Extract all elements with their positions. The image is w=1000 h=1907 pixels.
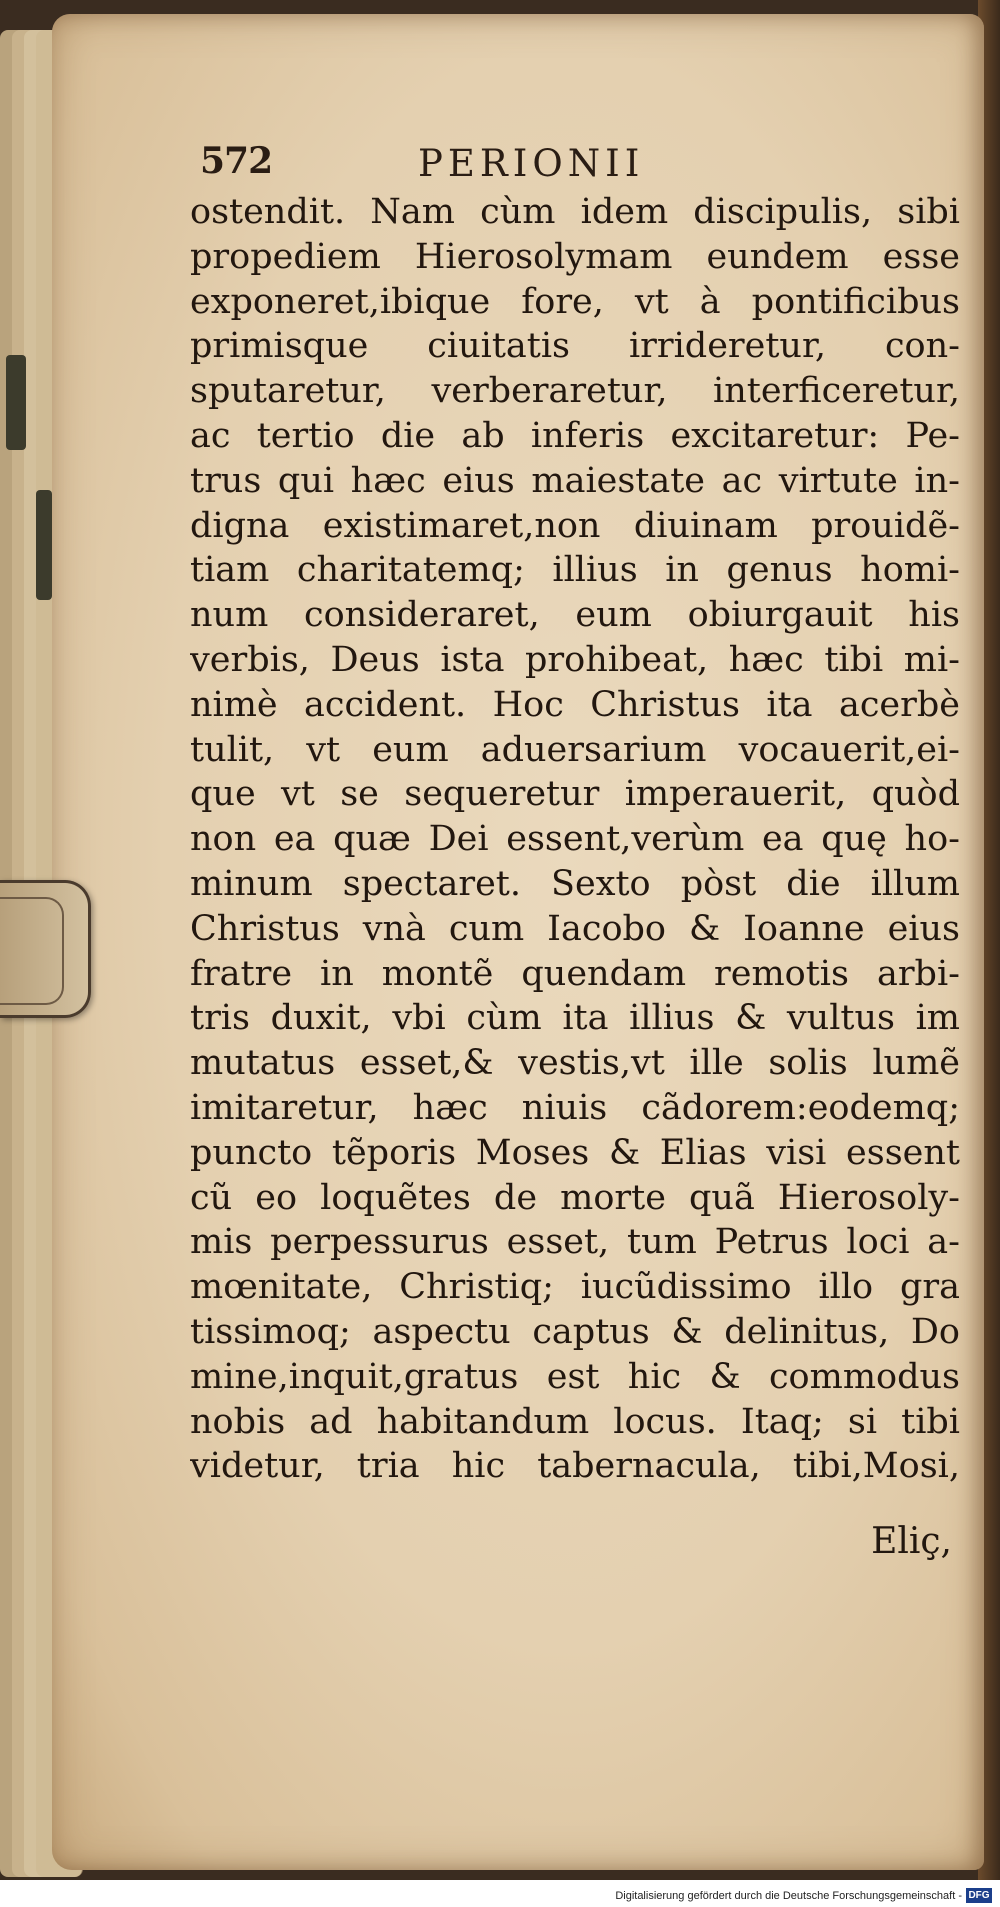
footer-bar <box>0 1880 1000 1907</box>
text-line: mine,inquit,gratus est hic & commodus <box>190 1356 960 1397</box>
catchword: Eliç, <box>871 1521 952 1562</box>
text-line: imitaretur, hæc niuis cãdorem:eodemq; <box>190 1087 960 1128</box>
digitization-credit: Digitalisierung gefördert durch die Deutsche Forschungsgemeinschaft - <box>615 1890 962 1902</box>
text-line: tris duxit, vbi cùm ita illius & vultus im <box>190 998 960 1039</box>
binding-mark <box>6 355 26 450</box>
text-line: fratre in montẽ quendam remotis arbi- <box>190 953 960 994</box>
text-line: primisque ciuitatis irrideretur, con- <box>190 326 960 367</box>
text-line: minum spectaret. Sexto pòst die illum <box>190 863 960 904</box>
text-line: tulit, vt eum aduersarium vocauerit,ei- <box>190 729 960 770</box>
text-line: tiam charitatemq; illius in genus homi- <box>190 550 960 591</box>
text-line: digna existimaret,non diuinam prouidẽ- <box>190 505 960 546</box>
text-line: cũ eo loquẽtes de morte quã Hierosoly- <box>190 1177 960 1218</box>
page-clip-inner <box>0 897 64 1005</box>
text-line: ostendit. Nam cùm idem discipulis, sibi <box>190 192 960 232</box>
text-line: tissimoq; aspectu captus & delinitus, Do <box>190 1311 960 1352</box>
text-line: non ea quæ Dei essent,verùm ea quę ho- <box>190 819 960 860</box>
text-line: Christus vnà cum Iacobo & Ioanne eius <box>190 908 960 949</box>
binding-mark <box>36 490 52 600</box>
text-line: que vt se sequeretur imperauerit, quòd <box>190 774 960 815</box>
text-line: mutatus esset,& vestis,vt ille solis lumẽ <box>190 1043 960 1084</box>
text-line: nimè accident. Hoc Christus ita acerbè <box>190 684 960 725</box>
text-line: ac tertio die ab inferis excitaretur: Pe- <box>190 415 960 456</box>
dfg-logo: DFG <box>966 1888 992 1903</box>
text-line: videtur, tria hic tabernacula, tibi,Mosi, <box>190 1446 960 1487</box>
text-line: puncto tẽporis Moses & Elias visi essent <box>190 1132 960 1173</box>
text-line: verbis, Deus ista prohibeat, hæc tibi mi- <box>190 639 960 680</box>
page-header <box>200 140 960 190</box>
text-line: exponeret,ibique fore, vt à pontificibus <box>190 281 960 322</box>
running-head: PERIONII <box>418 142 645 185</box>
text-line: num consideraret, eum obiurgauit his <box>190 595 960 636</box>
text-line: propediem Hierosolymam eundem esse <box>190 236 960 277</box>
page-number: 572 <box>200 140 273 182</box>
text-line: mœnitate, Christiq; iucũdissimo illo gra <box>190 1267 960 1308</box>
body-text <box>190 190 960 1489</box>
text-line: trus qui hæc eius maiestate ac virtute in- <box>190 460 960 501</box>
text-line: sputaretur, verberaretur, interficeretur, <box>190 371 960 412</box>
text-line: mis perpessurus esset, tum Petrus loci a- <box>190 1222 960 1263</box>
page-clip-tab <box>0 880 91 1018</box>
text-line: nobis ad habitandum locus. Itaq; si tibi <box>190 1401 960 1442</box>
